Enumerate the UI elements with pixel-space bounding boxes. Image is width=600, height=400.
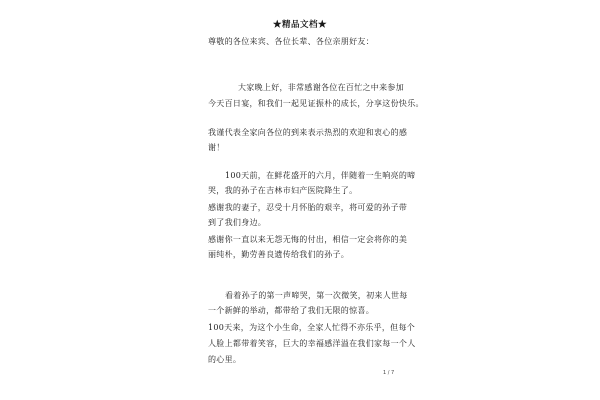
paragraph-1-line-2: 今天百日宴，和我们一起见证振朴的成长，分享这份快乐。: [208, 99, 424, 108]
paragraph-6-line-2: 一个新鲜的举动，都带给了我们无限的惊喜。: [208, 306, 374, 315]
paragraph-3-line-2: 哭，我的孙子在吉林市妇产医院降生了。: [208, 186, 358, 195]
paragraph-6-line-1: 看着孙子的第一声啼哭，第一次微笑，初来人世每: [225, 291, 408, 300]
paragraph-5-line-1: 感谢你一直以来无怨无悔的付出，相信一定会将你的美: [208, 235, 408, 244]
page-number: 1 / 7: [383, 370, 395, 376]
paragraph-3-line-1: 100天前，在鲜花盛开的六月，伴随着一生响亮的啼: [225, 171, 416, 180]
paragraph-7-line-3: 的心里。: [208, 355, 242, 364]
paragraph-4-line-1: 感谢我的妻子，忍受十月怀胎的艰辛，将可爱的孙子带: [208, 203, 408, 212]
paragraph-4-line-2: 到了我们身边。: [208, 218, 267, 227]
paragraph-7-line-2: 人脸上都带着笑容，巨大的幸福感洋溢在我们家每一个人: [208, 339, 416, 348]
paragraph-1-line-1: 大家晚上好，非常感谢各位在百忙之中来参加: [238, 83, 404, 92]
paragraph-2-line-2: 谢！: [208, 143, 225, 152]
paragraph-2-line-1: 我谨代表全家向各位的到来表示热烈的欢迎和衷心的感: [208, 128, 408, 137]
greeting-line: 尊敬的各位来宾、各位长辈、各位亲朋好友：: [208, 37, 374, 46]
paragraph-7-line-1: 100天来，为这个小生命，全家人忙得不亦乐乎，但每个: [208, 323, 416, 332]
document-header: ★精品文档★: [272, 20, 327, 30]
paragraph-5-line-2: 丽纯朴，勤劳善良遗传给我们的孙子。: [208, 250, 350, 259]
